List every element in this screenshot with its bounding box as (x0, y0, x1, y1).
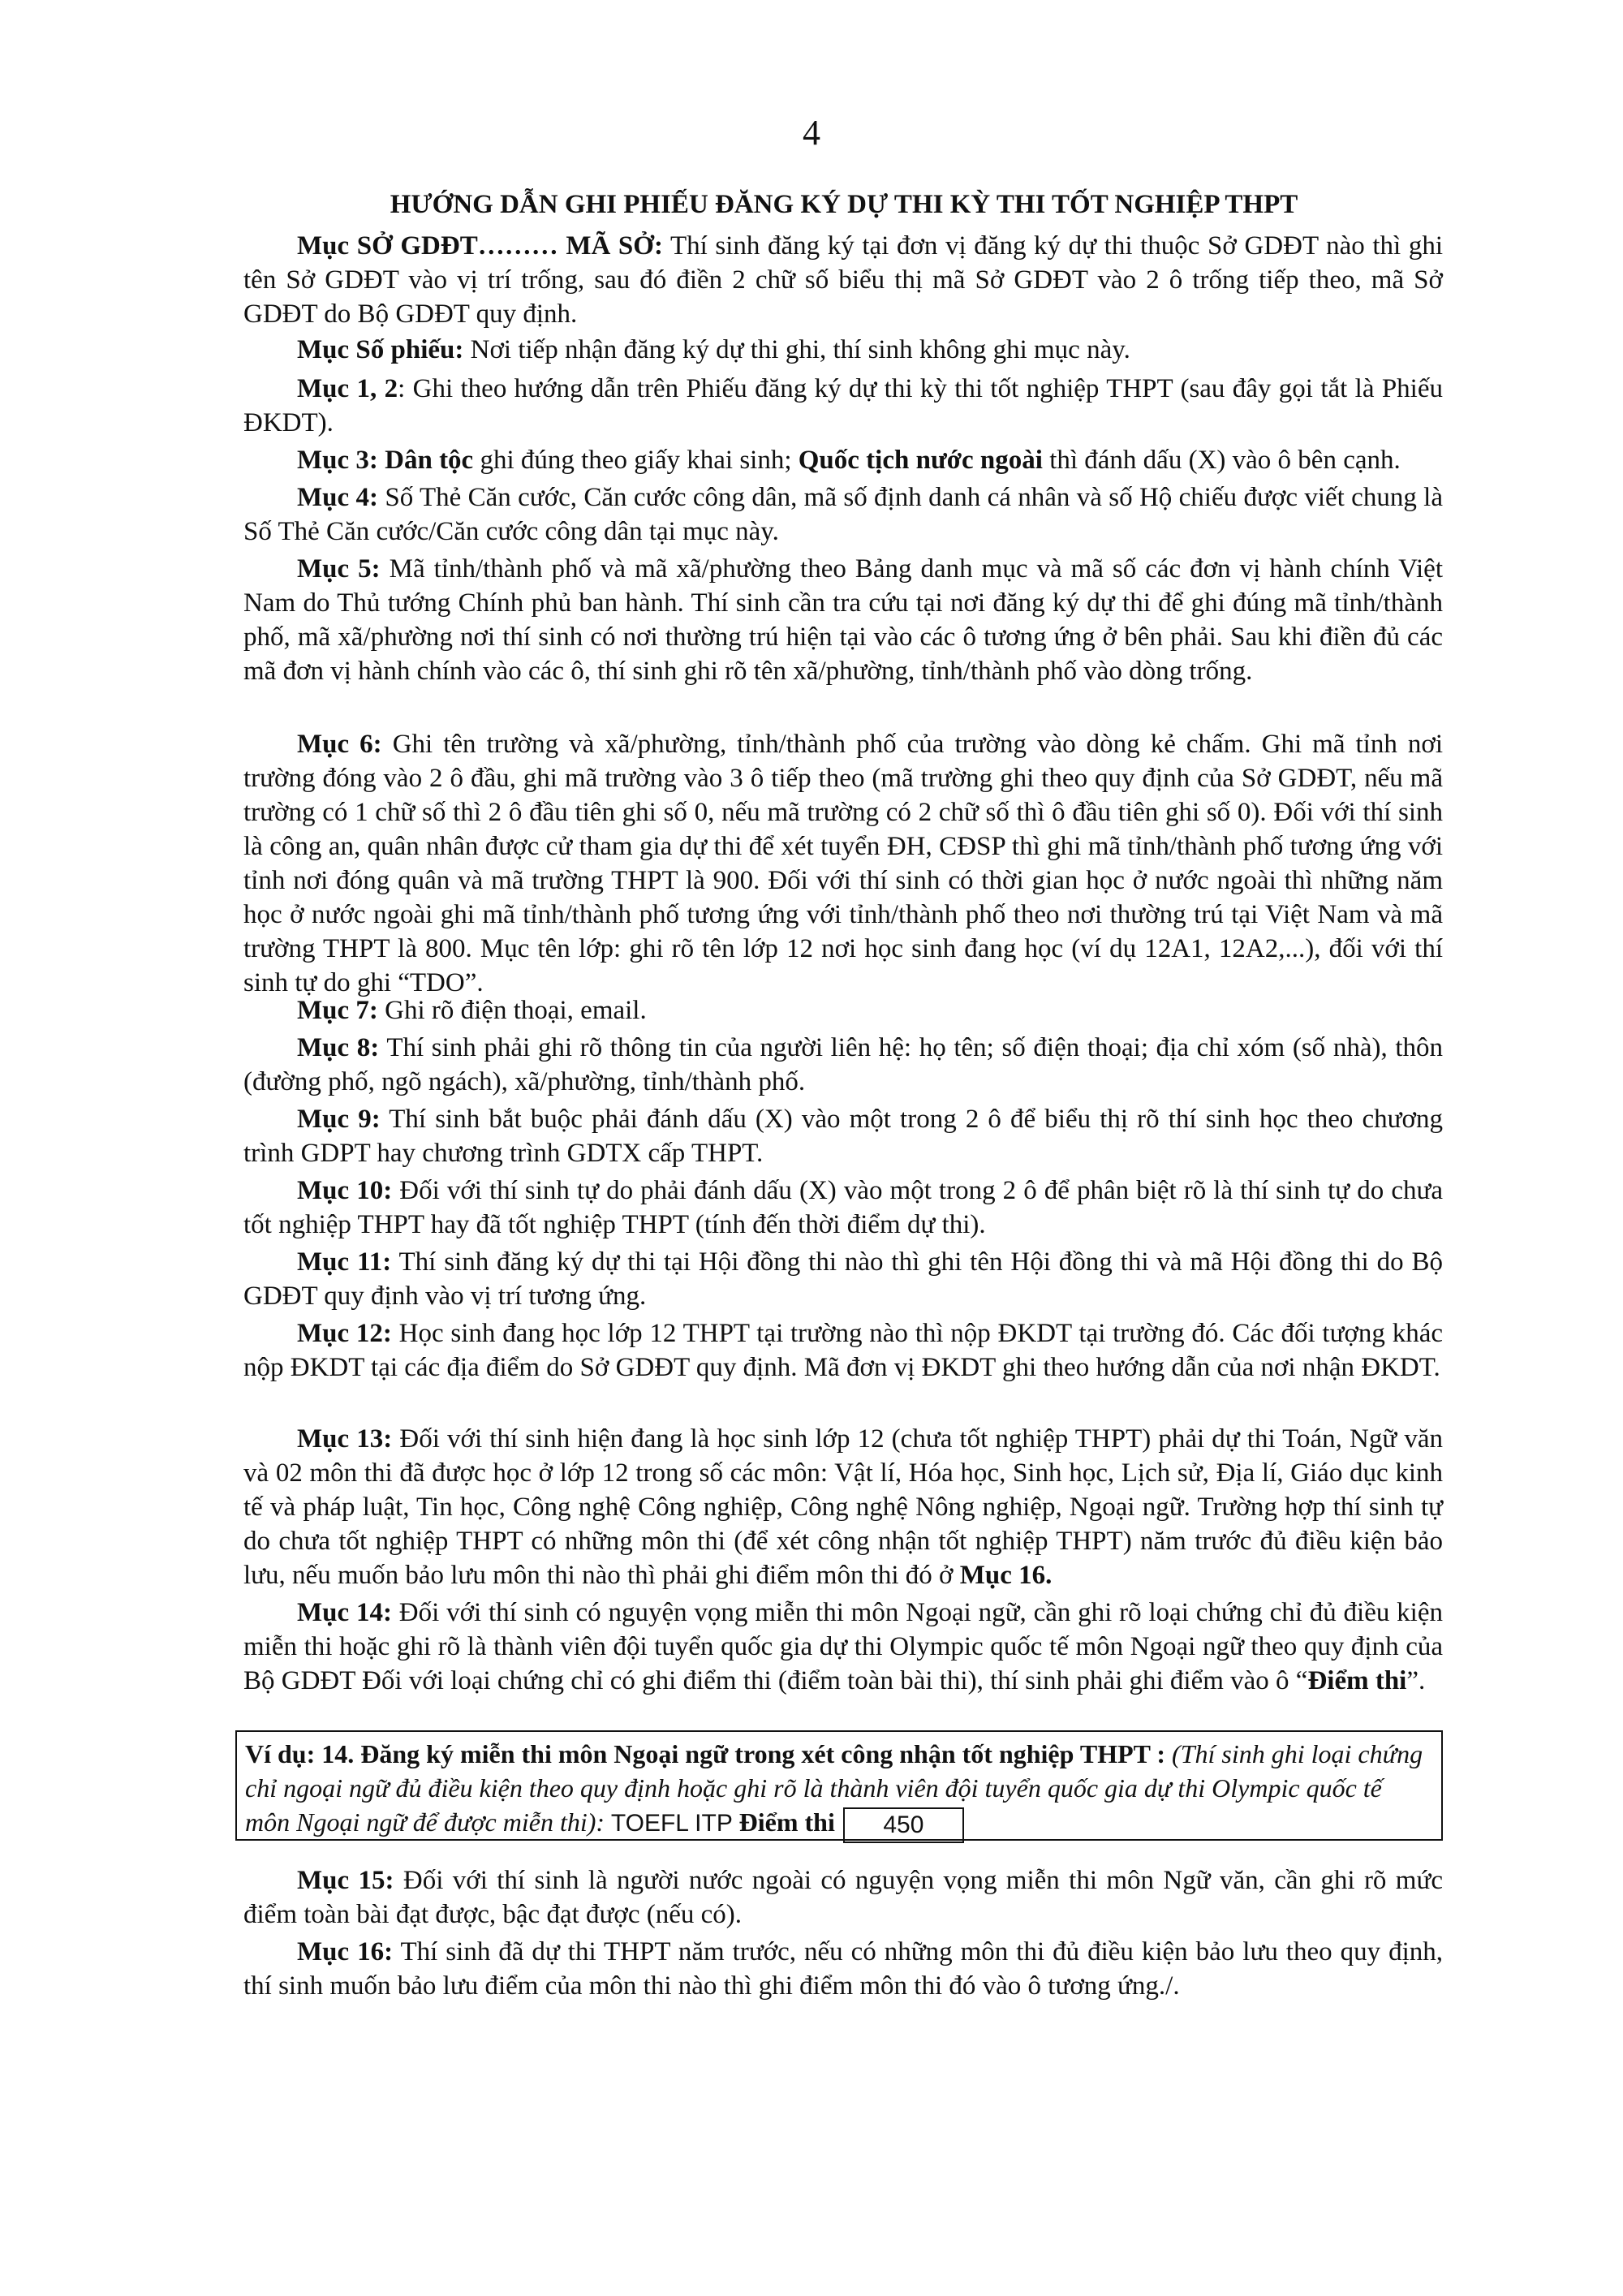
example-note: (Thí sinh ghi loại chứng chỉ ngoại ngữ đủ điều kiện theo quy định hoặc ghi rõ là thành viên đội tuyển quốc gia dự thi Olympic quốc tế môn Ngoại ngữ để được miễn thi): (245, 1739, 1423, 1837)
section-text-2: thì đánh dấu (X) vào ô bên cạnh. (1042, 446, 1401, 475)
section-label: Mục SỞ GDĐT……… MÃ SỞ: (297, 231, 663, 261)
section-muc-9 (243, 1102, 1443, 1170)
section-label-2: Quốc tịch nước ngoài (798, 446, 1043, 475)
section-label: Mục 3: Dân tộc (297, 446, 474, 475)
page-number: 4 (803, 113, 820, 153)
page-title: HƯỚNG DẪN GHI PHIẾU ĐĂNG KÝ DỰ THI KỲ THI TỐT NGHIỆP THPT (390, 190, 1298, 219)
section-text: Đối với thí sinh tự do phải đánh dấu (X) vào một trong 2 ô để phân biệt rõ là thí sinh tự do chưa tốt nghiệp THPT hay đã tốt nghiệp THPT (tính đến thời điểm dự thi). (243, 1176, 1443, 1239)
section-text: Ghi tên trường và xã/phường, tỉnh/thành phố của trường vào dòng kẻ chấm. Ghi mã tỉnh nơi trường đóng vào 2 ô đầu, ghi mã trường vào 3 ô tiếp theo (mã trường ghi theo quy định của Sở GDĐT, nếu mã trường có 1 chữ số thì 2 ô đầu tiên ghi số 0, nếu mã trường có 2 chữ số thì ô đầu tiên ghi số 0). Đối với thí sinh là công an, quân nhân được cử tham gia dự thi để xét tuyển ĐH, CĐSP thì ghi mã tỉnh/thành phố tương ứng với tỉnh nơi đóng quân và mã trường THPT là 900. Đối với thí sinh có thời gian học ở nước ngoài thì những năm học ở nước ngoài ghi mã tỉnh/thành phố tương ứng với tỉnh/thành phố theo nơi thường trú tại Việt Nam và mã trường THPT là 800. Mục tên lớp: ghi rõ tên lớp 12 nơi học sinh đang học (ví dụ 12A1, 12A2,...), đối với thí sinh tự do ghi “TDO”. (243, 730, 1443, 997)
section-label: Mục 9: (297, 1105, 381, 1134)
section-muc-12 (243, 1316, 1443, 1385)
section-so-phieu (243, 333, 1443, 367)
section-muc-10 (243, 1174, 1443, 1242)
section-muc-15 (243, 1863, 1443, 1932)
section-muc-6 (243, 727, 1443, 1000)
section-label: Mục Số phiếu: (297, 335, 464, 364)
section-label: Mục 7: (297, 996, 378, 1025)
section-muc-11 (243, 1245, 1443, 1313)
example-score-label: Điểm thi (738, 1807, 835, 1837)
example-score-box: 450 (843, 1807, 964, 1843)
section-muc-5 (243, 552, 1443, 688)
section-so-gddt (243, 229, 1443, 331)
section-text: Đối với thí sinh hiện đang là học sinh lớp 12 (chưa tốt nghiệp THPT) phải dự thi Toán, Ngữ văn và 02 môn thi đã được học ở lớp 12 trong số các môn: Vật lí, Hóa học, Sinh học, Lịch sử, Địa lí, Giáo dục kinh tế và pháp luật, Tin học, Công nghệ Công nghiệp, Công nghệ Nông nghiệp, Ngoại ngữ. Trường hợp thí sinh tự do chưa tốt nghiệp THPT có những môn thi (để xét công nhận tốt nghiệp THPT) năm trước đủ điều kiện bảo lưu, nếu muốn bảo lưu môn thi nào thì phải ghi điểm môn thi đó ở (243, 1424, 1444, 1590)
section-text: Số Thẻ Căn cước, Căn cước công dân, mã số định danh cá nhân và số Hộ chiếu được viết chung là Số Thẻ Căn cước/Căn cước công dân tại mục này. (243, 483, 1443, 546)
section-label-2: Điểm thi (1307, 1666, 1407, 1695)
section-label: Mục 16: (297, 1937, 394, 1966)
section-muc-4 (243, 480, 1443, 549)
section-text: Học sinh đang học lớp 12 THPT tại trường nào thì nộp ĐKDT tại trường đó. Các đối tượng khác nộp ĐKDT tại các địa điểm do Sở GDĐT quy định. Mã đơn vị ĐKDT ghi theo hướng dẫn của nơi nhận ĐKDT. (243, 1319, 1443, 1382)
section-text: Thí sinh đăng ký tại đơn vị đăng ký dự thi thuộc Sở GDĐT nào thì ghi tên Sở GDĐT vào vị trí trống, sau đó điền 2 chữ số biểu thị mã Sở GDĐT vào 2 ô trống tiếp theo, mã Sở GDĐT do Bộ GDĐT quy định. (243, 231, 1443, 329)
section-label: Mục 15: (297, 1866, 394, 1895)
section-muc-3 (243, 443, 1443, 477)
section-text: : Ghi theo hướng dẫn trên Phiếu đăng ký dự thi kỳ thi tốt nghiệp THPT (sau đây gọi tắt là Phiếu ĐKDT). (243, 374, 1443, 437)
section-label: Mục 10: (297, 1176, 393, 1205)
section-muc-14 (243, 1596, 1443, 1698)
section-text: Đối với thí sinh là người nước ngoài có nguyện vọng miễn thi môn Ngữ văn, cần ghi rõ mức điểm toàn bài đạt được, bậc đạt được (nếu có). (243, 1866, 1444, 1929)
section-text: Thí sinh đăng ký dự thi tại Hội đồng thi nào thì ghi tên Hội đồng thi và mã Hội đồng thi do Bộ GDĐT quy định vào vị trí tương ứng. (243, 1247, 1443, 1311)
section-text: ghi đúng theo giấy khai sinh; (473, 446, 799, 475)
section-muc-7 (243, 993, 1443, 1027)
example-box (235, 1730, 1443, 1841)
section-label: Mục 8: (297, 1033, 380, 1062)
section-label: Mục 11: (297, 1247, 392, 1277)
section-text: Thí sinh bắt buộc phải đánh dấu (X) vào một trong 2 ô để biểu thị rõ thí sinh học theo chương trình GDPT hay chương trình GDTX cấp THPT. (243, 1105, 1443, 1168)
example-certificate: TOEFL ITP (605, 1810, 739, 1837)
section-label: Mục 13: (297, 1424, 393, 1454)
section-text: Đối với thí sinh có nguyện vọng miễn thi môn Ngoại ngữ, cần ghi rõ loại chứng chỉ đủ điều kiện miễn thi hoặc ghi rõ là thành viên đội tuyển quốc gia dự thi Olympic quốc tế môn Ngoại ngữ theo quy định của Bộ GDĐT Đối với loại chứng chỉ có ghi điểm thi (điểm toàn bài thi), thí sinh phải ghi điểm vào ô “ (243, 1598, 1443, 1695)
section-muc-16 (243, 1935, 1443, 2003)
section-text: Thí sinh đã dự thi THPT năm trước, nếu có những môn thi đủ điều kiện bảo lưu theo quy định, thí sinh muốn bảo lưu điểm của môn thi nào thì ghi điểm môn thi đó vào ô tương ứng./. (243, 1937, 1443, 2001)
section-label: Mục 12: (297, 1319, 392, 1348)
section-label: Mục 1, 2 (297, 374, 398, 403)
section-text: Ghi rõ điện thoại, email. (377, 996, 647, 1025)
example-heading: Ví dụ: 14. Đăng ký miễn thi môn Ngoại ngữ trong xét công nhận tốt nghiệp THPT : (245, 1739, 1166, 1768)
section-text-2: ”. (1406, 1666, 1426, 1695)
section-label: Mục 14: (297, 1598, 392, 1627)
section-label: Mục 5: (297, 554, 381, 584)
section-text: Thí sinh phải ghi rõ thông tin của người liên hệ: họ tên; số điện thoại; địa chỉ xóm (số nhà), thôn (đường phố, ngõ ngách), xã/phường, tỉnh/thành phố. (243, 1033, 1444, 1096)
section-muc-1-2 (243, 372, 1443, 440)
section-label-2: Mục 16. (959, 1561, 1053, 1590)
section-label: Mục 4: (297, 483, 378, 512)
section-label: Mục 6: (297, 730, 382, 759)
section-text: Nơi tiếp nhận đăng ký dự thi ghi, thí sinh không ghi mục này. (463, 335, 1130, 364)
section-muc-8 (243, 1031, 1443, 1099)
section-text: Mã tỉnh/thành phố và mã xã/phường theo Bảng danh mục và mã số các đơn vị hành chính Việt Nam do Thủ tướng Chính phủ ban hành. Thí sinh cần tra cứu tại nơi đăng ký dự thi để ghi đúng mã tỉnh/thành phố, mã xã/phường nơi thí sinh có nơi thường trú hiện tại vào các ô tương ứng ở bên phải. Sau khi điền đủ các mã đơn vị hành chính vào các ô, thí sinh ghi rõ tên xã/phường, tỉnh/thành phố vào dòng trống. (243, 554, 1443, 686)
section-muc-13 (243, 1422, 1443, 1592)
